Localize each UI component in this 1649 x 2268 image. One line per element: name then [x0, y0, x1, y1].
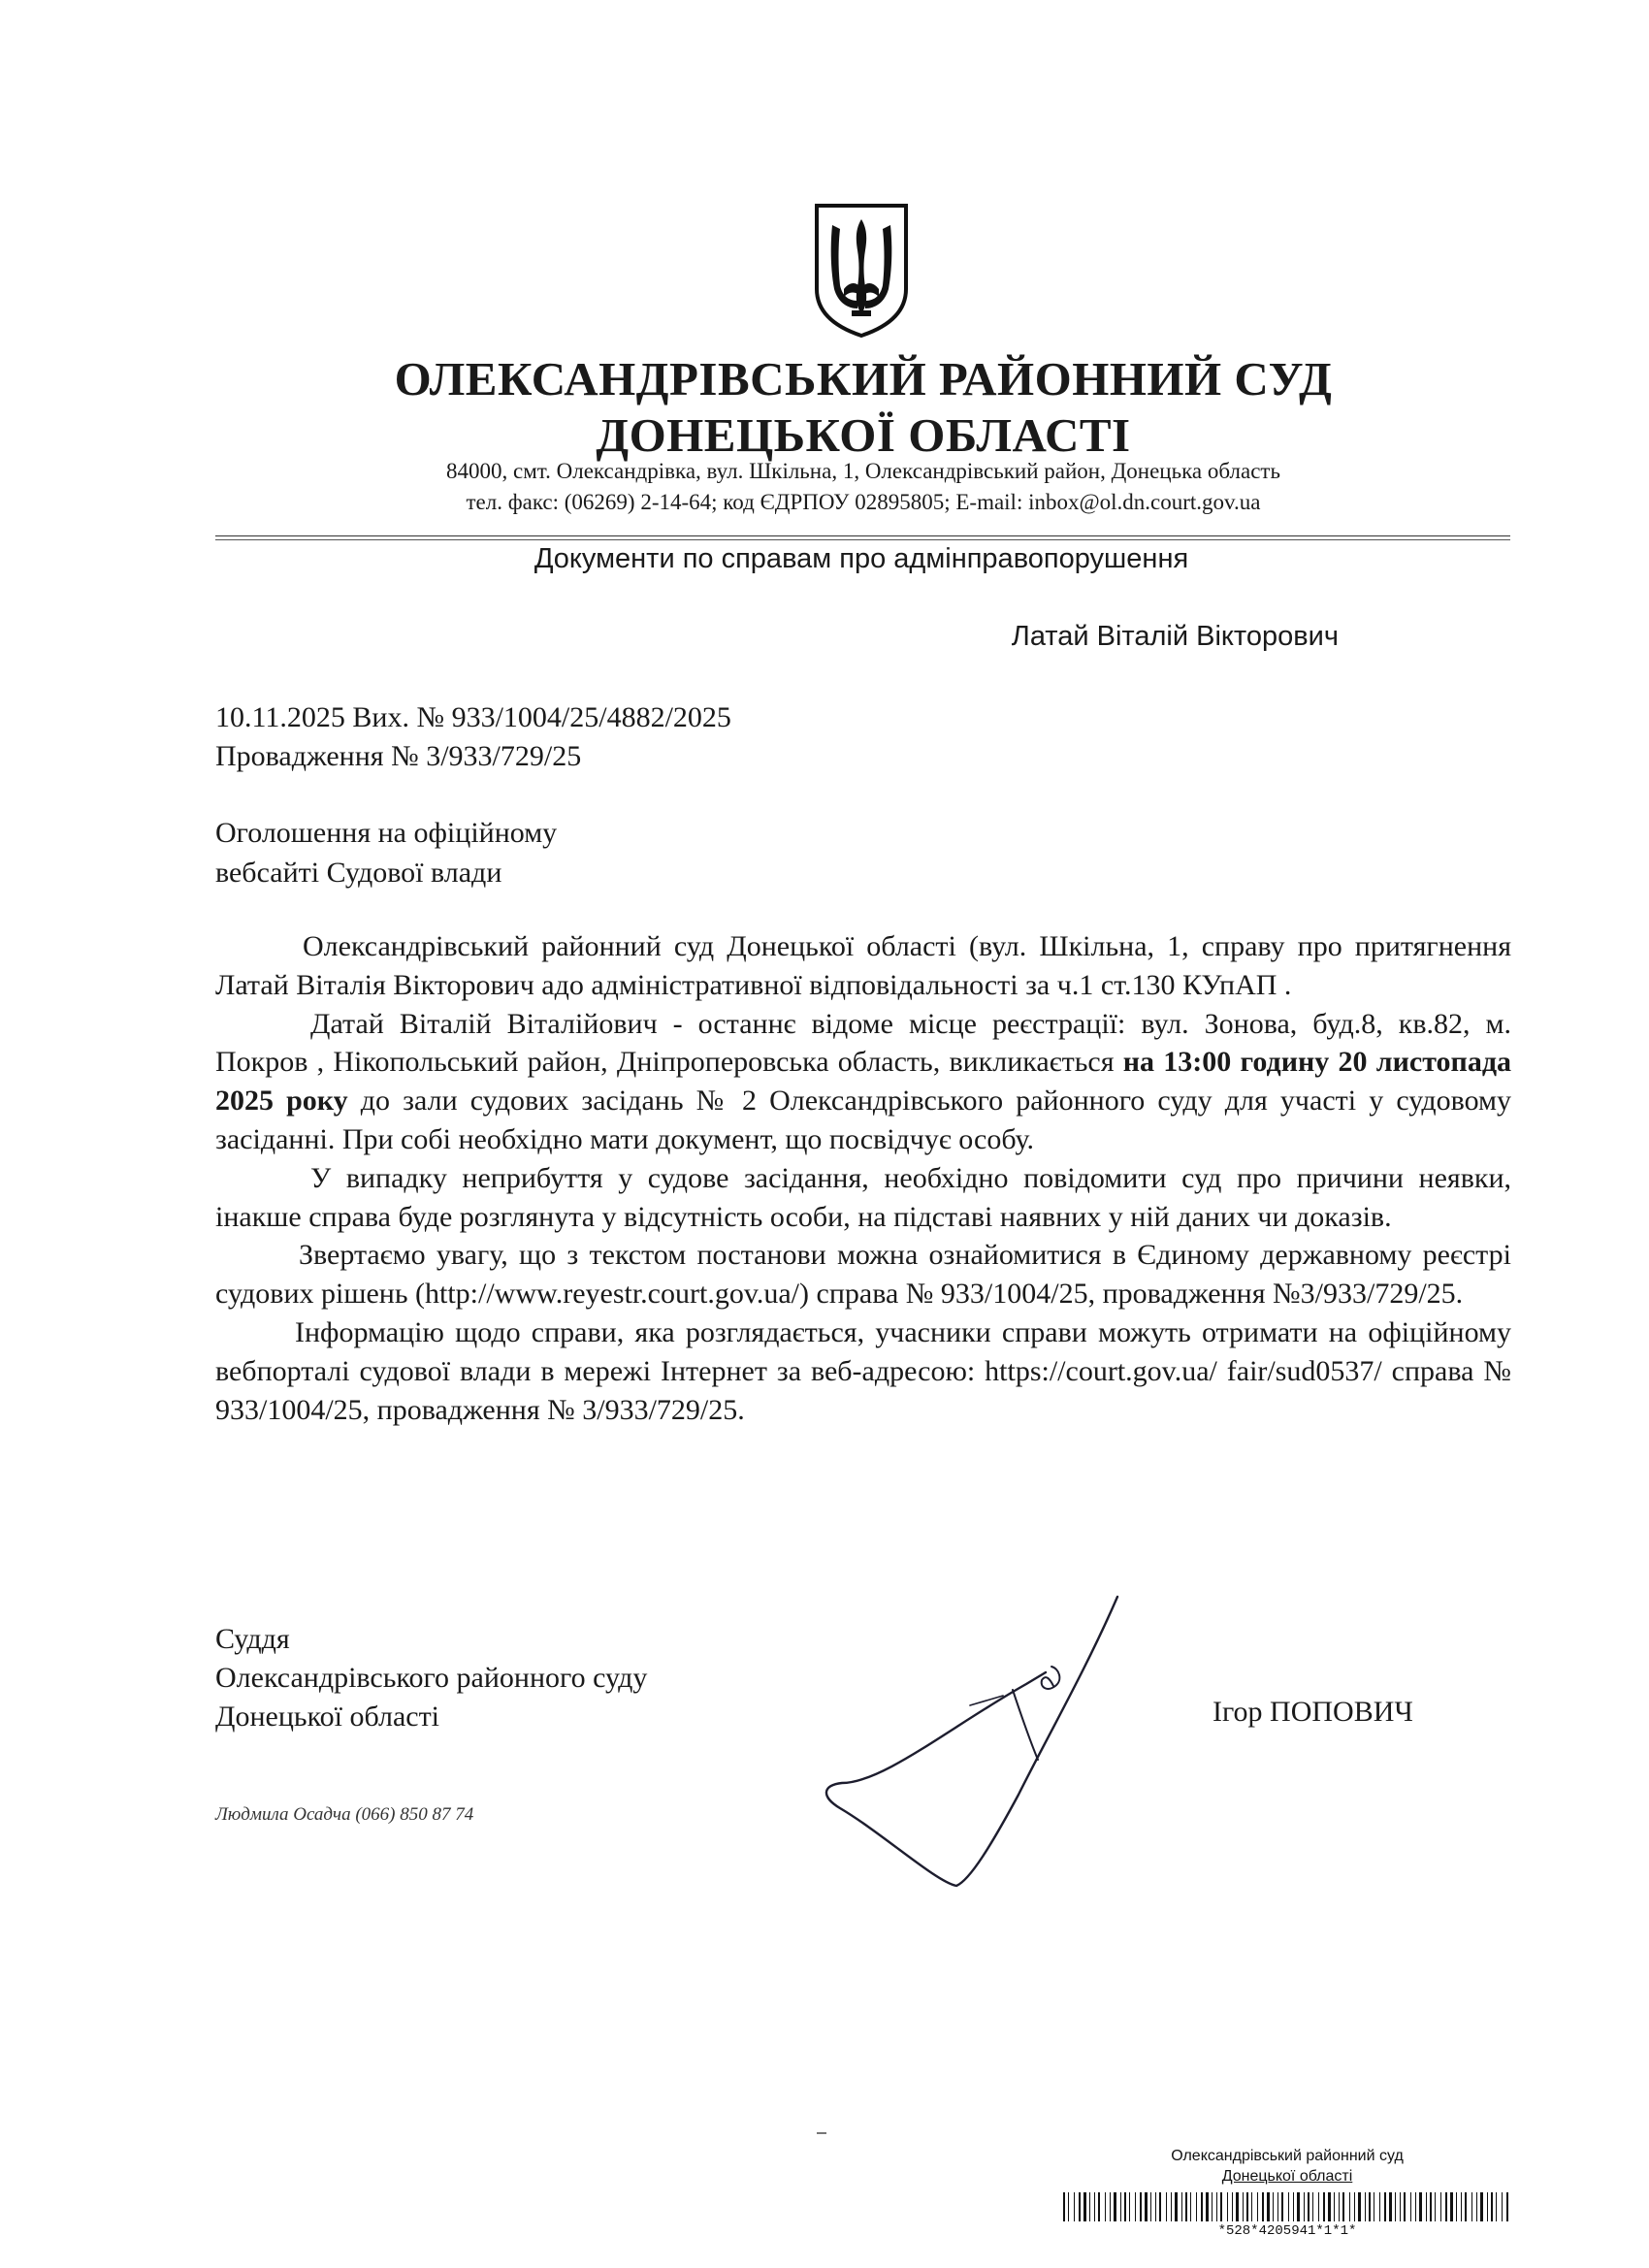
scan-mark [817, 2132, 826, 2134]
stamp-court-region: Донецької області [1221, 2168, 1353, 2185]
signatory-title [215, 1620, 647, 1736]
signer-name: Ігор ПОПОВИЧ [1212, 1696, 1413, 1728]
announcement-title [215, 813, 557, 892]
header-divider-secondary [215, 539, 1510, 540]
body-paragraph-absence: У випадку неприбуття у судове засідання, необхідно повідомити суд про причини неявки, інакше справа буде розглянута у відсутність особи, на підставі наявних у ній даних чи доказів. [215, 1161, 1511, 1233]
court-address-line1: 84000, смт. Олександрівка, вул. Шкільна, 1, Олександрівський район, Донецька область [446, 459, 1280, 483]
signatory-title-line3: Донецької області [215, 1701, 440, 1733]
hearing-datetime: на 13:00 годину 20 листопада 2025 року [215, 1046, 1511, 1118]
coat-of-arms-icon [809, 200, 914, 340]
court-address-block [0, 456, 1649, 518]
summons-text-end: до зали судових засідань № 2 Олександрівського районного суду для участі у судовому засіданні. При собі необхідно мати документ, що посвідчує особу. [215, 1085, 1511, 1155]
signatory-title-line1: Суддя [215, 1623, 290, 1655]
court-name-line1: ОЛЕКСАНДРІВСЬКИЙ РАЙОННИЙ СУД [394, 352, 1333, 405]
summons-text-start: Датай Віталій Віталійович - останнє відоме місце реєстрації: вул. Зонова, буд.8, кв.82, м. Покров , Нікопольський район, Дніпроперовська область, викликається [215, 1007, 1511, 1079]
body-paragraph-portal: Інформацію щодо справи, яка розглядається, учасники справи можуть отримати на офіційному вебпорталі судової влади в мережі Інтернет за веб-адресою: https://court.gov.ua/ fair/sud0537/ справа № 933/1004/25, провадження № 3/933/729/25. [215, 1315, 1511, 1426]
outgoing-reference-block [215, 698, 731, 776]
header-divider [215, 535, 1510, 536]
body-paragraph-registry: Звертаємо увагу, що з текстом постанови можна ознайомитися в Єдиному державному реєстрі судових рішень (http://www.reyestr.court.gov.ua/) справа № 933/1004/25, провадження №3/933/729/25. [215, 1239, 1511, 1311]
announcement-title-line1: Оголошення на офіційному [215, 817, 558, 849]
document-body [215, 927, 1511, 1429]
document-category: Документи по справам про адмінправопорушення [534, 543, 1189, 574]
body-paragraph-case: Олександрівський районний суд Донецької області (вул. Шкільна, 1, справу про притягнення Латай Віталія Вікторович адо адміністративної відповідальності за ч.1 ст.130 КУпАП . [215, 930, 1511, 1001]
stamp-court-name: Олександрівський районний суд [1171, 2148, 1404, 2164]
court-contacts-line: тел. факс: (06269) 2-14-64; код ЄДРПОУ 02895805; E-mail: inbox@ol.dn.court.gov.ua [466, 490, 1261, 514]
executor-contact: Людмила Осадча (066) 850 87 74 [215, 1804, 474, 1825]
registration-stamp [1063, 2146, 1511, 2240]
handwritten-signature [737, 1591, 1125, 1892]
barcode-icon [1063, 2192, 1511, 2221]
proceeding-number: Провадження № 3/933/729/25 [215, 740, 582, 772]
addressee: Латай Віталій Вікторович [1011, 621, 1339, 652]
signatory-title-line2: Олександрівського районного суду [215, 1662, 648, 1694]
court-name-line2: ДОНЕЦЬКОЇ ОБЛАСТІ [596, 408, 1131, 462]
outgoing-number: 10.11.2025 Вих. № 933/1004/25/4882/2025 [215, 701, 731, 733]
court-name-heading [0, 351, 1649, 464]
announcement-title-line2: вебсайті Судової влади [215, 857, 502, 889]
barcode-text: *528*4205941*1*1* [1217, 2223, 1357, 2239]
body-paragraph-summons [215, 1005, 1511, 1159]
